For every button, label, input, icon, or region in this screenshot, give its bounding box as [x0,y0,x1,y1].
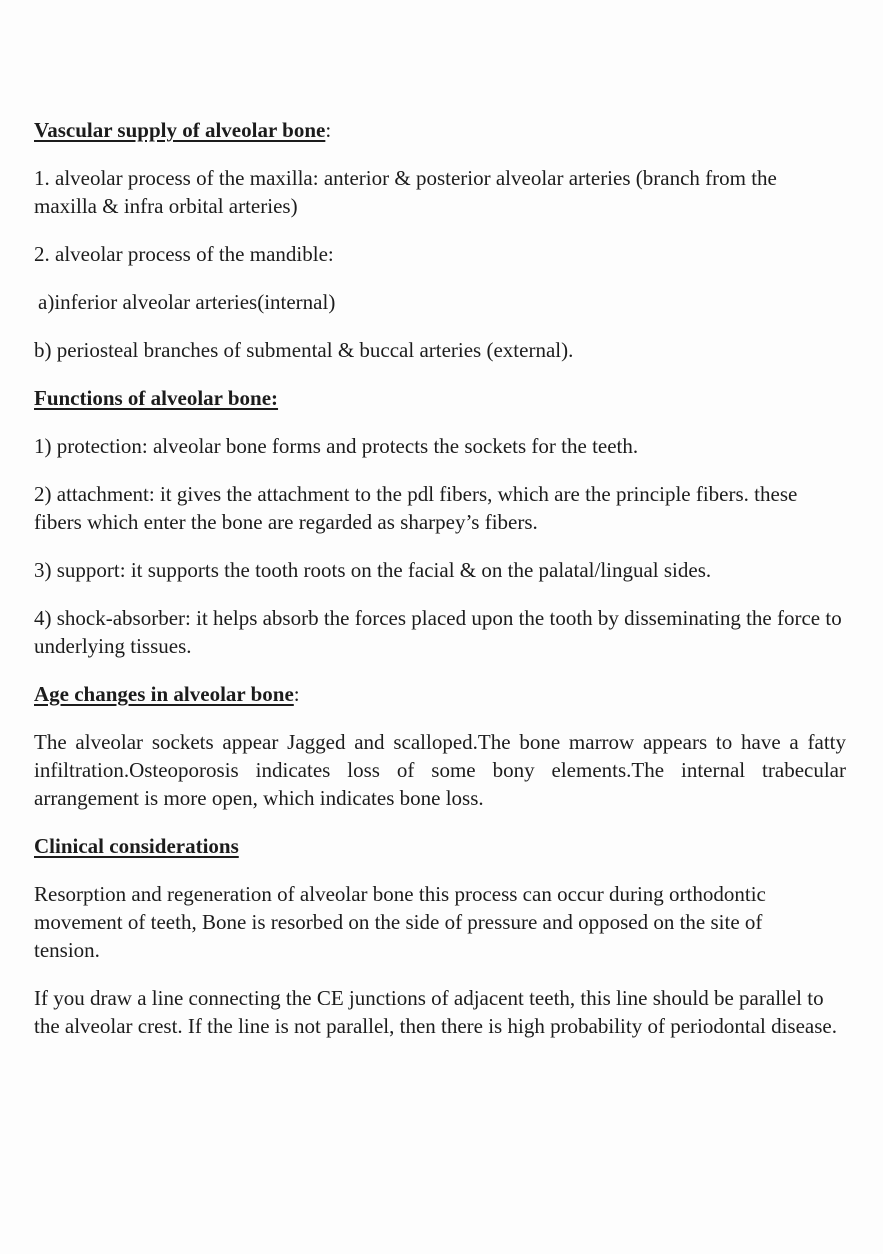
functions-paragraph-2: 2) attachment: it gives the attachment to the pdl fibers, which are the principle fibers. these fibers which enter the bone are regarded as sharpey’s fibers. [34,482,798,534]
age-paragraph-1: The alveolar sockets appear Jagged and scalloped.The bone marrow appears to have a fatty infiltration.Osteoporosis indicates loss of some bony elements.The internal trabecular arrangement is more open, which indicates bone loss. [34,730,846,810]
heading-clinical-considerations-text: Clinical considerations [34,834,239,858]
heading-age-changes-text: Age changes in alveolar bone [34,682,294,706]
vascular-paragraph-4: b) periosteal branches of submental & buccal arteries (external). [34,338,574,362]
vascular-paragraph-2: 2. alveolar process of the mandible: [34,242,334,266]
document-content [34,116,846,1040]
heading-functions [34,384,846,412]
clinical-paragraph-2: If you draw a line connecting the CE junctions of adjacent teeth, this line should be parallel to the alveolar crest. If the line is not parallel, then there is high probability of periodontal disease. [34,986,837,1038]
functions-paragraph-3: 3) support: it supports the tooth roots on the facial & on the palatal/lingual sides. [34,558,712,582]
heading-clinical-considerations [34,832,846,860]
heading-age-changes [34,680,846,708]
functions-paragraph-1: 1) protection: alveolar bone forms and protects the sockets for the teeth. [34,434,639,458]
vascular-paragraph-1: 1. alveolar process of the maxilla: anterior & posterior alveolar arteries (branch from the maxilla & infra orbital arteries) [34,166,777,218]
heading-age-changes-colon: : [293,682,300,706]
heading-vascular-supply-text: Vascular supply of alveolar bone [34,118,326,142]
heading-vascular-supply [34,116,846,144]
heading-functions-text: Functions of alveolar bone: [34,386,279,410]
functions-paragraph-4: 4) shock-absorber: it helps absorb the forces placed upon the tooth by disseminating the force to underlying tissues. [34,606,842,658]
vascular-paragraph-3: a)inferior alveolar arteries(internal) [38,290,336,314]
clinical-paragraph-1: Resorption and regeneration of alveolar bone this process can occur during orthodontic movement of teeth, Bone is resorbed on the side of pressure and opposed on the site of tension. [34,882,766,962]
heading-vascular-supply-colon: : [325,118,332,142]
